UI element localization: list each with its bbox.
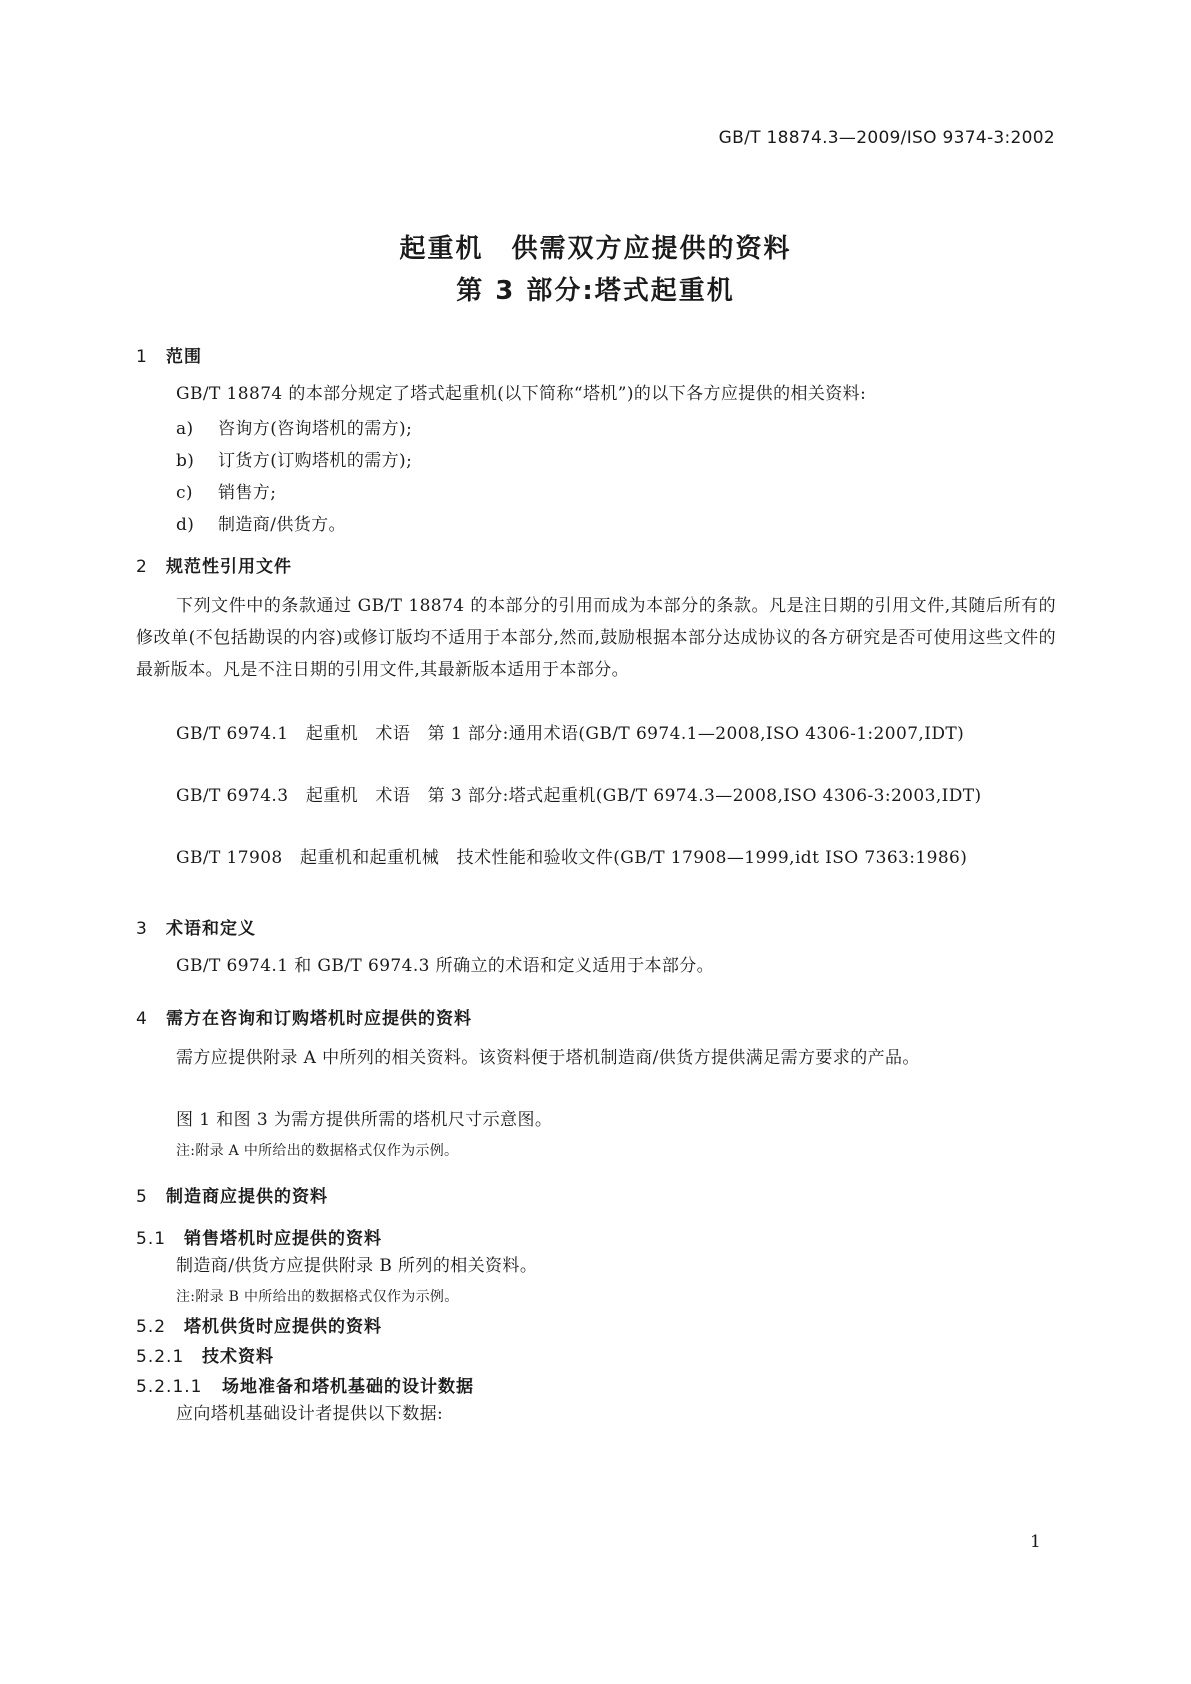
section-2-heading bbox=[136, 552, 292, 577]
standard-code: GB/T 18874.3—2009/ISO 9374-3:2002 bbox=[718, 128, 1055, 148]
section-4-paragraph-2: 图 1 和图 3 为需方提供所需的塔机尺寸示意图。 bbox=[176, 1110, 553, 1130]
section-title: 术语和定义 bbox=[166, 919, 256, 939]
section-5-heading bbox=[136, 1182, 328, 1207]
section-5-2-heading bbox=[136, 1312, 382, 1337]
section-title: 塔机供货时应提供的资料 bbox=[184, 1317, 382, 1337]
section-number: 5.2.1.1 bbox=[136, 1377, 203, 1397]
section-4-paragraph-1: 需方应提供附录 A 中所列的相关资料。该资料便于塔机制造商/供货方提供满足需方要求的产品。 bbox=[176, 1048, 920, 1068]
section-title: 范围 bbox=[166, 347, 202, 367]
list-item bbox=[176, 478, 276, 503]
note: 注:附录 A 中所给出的数据格式仅作为示例。 bbox=[176, 1143, 459, 1159]
section-3-paragraph: GB/T 6974.1 和 GB/T 6974.3 所确立的术语和定义适用于本部分。 bbox=[176, 956, 715, 976]
section-4-heading bbox=[136, 1004, 472, 1029]
normative-reference: GB/T 6974.3 起重机 术语 第 3 部分:塔式起重机(GB/T 6974.3—2008,ISO 4306-3:2003,IDT) bbox=[176, 786, 982, 806]
section-number: 5.1 bbox=[136, 1229, 167, 1249]
section-number: 5 bbox=[136, 1187, 148, 1207]
section-number: 4 bbox=[136, 1009, 148, 1029]
section-5-2-1-1-heading bbox=[136, 1372, 474, 1397]
list-item bbox=[176, 446, 412, 471]
section-5-2-1-1-paragraph: 应向塔机基础设计者提供以下数据: bbox=[176, 1404, 444, 1424]
list-item-label: a) bbox=[176, 419, 194, 439]
list-item-text: 制造商/供货方。 bbox=[218, 515, 346, 535]
section-title: 规范性引用文件 bbox=[166, 557, 292, 577]
section-number: 1 bbox=[136, 347, 148, 367]
section-5-1-heading bbox=[136, 1224, 382, 1249]
normative-reference: GB/T 17908 起重机和起重机械 技术性能和验收文件(GB/T 17908—1999,idt ISO 7363:1986) bbox=[176, 848, 968, 868]
note: 注:附录 B 中所给出的数据格式仅作为示例。 bbox=[176, 1289, 459, 1305]
section-number: 2 bbox=[136, 557, 148, 577]
section-title: 场地准备和塔机基础的设计数据 bbox=[222, 1377, 474, 1397]
document-title-line1: 起重机 供需双方应提供的资料 bbox=[399, 234, 792, 264]
section-number: 5.2.1 bbox=[136, 1347, 185, 1367]
section-5-2-1-heading bbox=[136, 1342, 274, 1367]
section-number: 3 bbox=[136, 919, 148, 939]
list-item-label: b) bbox=[176, 451, 195, 471]
section-number: 5.2 bbox=[136, 1317, 167, 1337]
list-item-text: 咨询方(咨询塔机的需方); bbox=[218, 419, 413, 439]
section-1-intro: GB/T 18874 的本部分规定了塔式起重机(以下简称“塔机”)的以下各方应提供的相关资料: bbox=[176, 384, 867, 404]
section-2-paragraph: 下列文件中的条款通过 GB/T 18874 的本部分的引用而成为本部分的条款。凡是注日期的引用文件,其随后所有的修改单(不包括勘误的内容)或修订版均不适用于本部分,然而,鼓励根据本部分达成协议的各方研究是否可使用这些文件的最新版本。凡是不注日期的引用文件,其最新版本适用于本部分。 bbox=[136, 596, 1056, 680]
list-item-text: 销售方; bbox=[218, 483, 277, 503]
section-title: 制造商应提供的资料 bbox=[166, 1187, 328, 1207]
list-item-label: d) bbox=[176, 515, 195, 535]
section-3-heading bbox=[136, 914, 256, 939]
section-title: 销售塔机时应提供的资料 bbox=[184, 1229, 382, 1249]
section-title: 技术资料 bbox=[202, 1347, 274, 1367]
section-1-heading bbox=[136, 342, 202, 367]
list-item-text: 订货方(订购塔机的需方); bbox=[218, 451, 413, 471]
list-item bbox=[176, 510, 346, 535]
document-title-line2: 第 3 部分:塔式起重机 bbox=[456, 276, 735, 306]
list-item-label: c) bbox=[176, 483, 193, 503]
section-5-1-paragraph: 制造商/供货方应提供附录 B 所列的相关资料。 bbox=[176, 1256, 538, 1276]
list-item bbox=[176, 414, 412, 439]
page-number: 1 bbox=[1030, 1532, 1041, 1552]
section-title: 需方在咨询和订购塔机时应提供的资料 bbox=[166, 1009, 472, 1029]
normative-reference: GB/T 6974.1 起重机 术语 第 1 部分:通用术语(GB/T 6974.1—2008,ISO 4306-1:2007,IDT) bbox=[176, 724, 965, 744]
